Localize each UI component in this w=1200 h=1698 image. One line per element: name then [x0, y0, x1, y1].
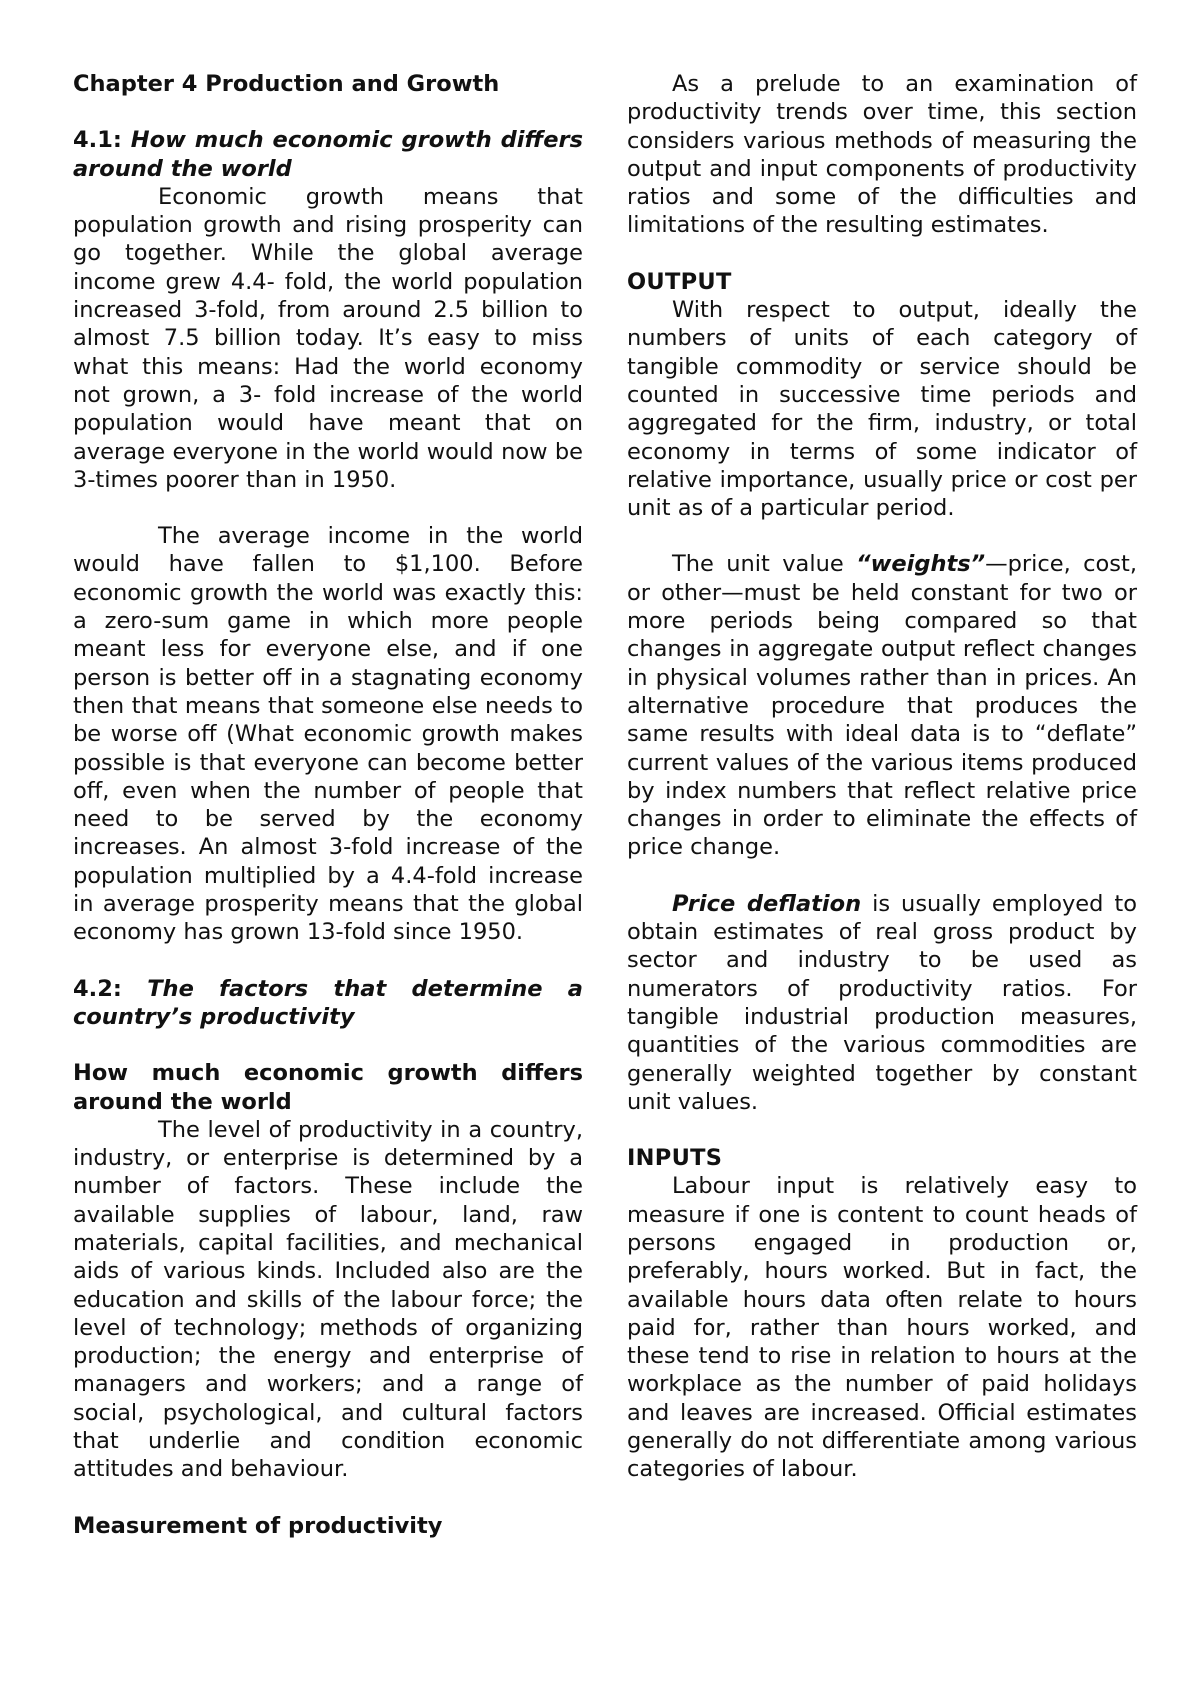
section-4-1-paragraph-1: Economic growth means that population growth and rising prosperity can go together. While the global average income grew 4.4- fold, the world population increased 3-fold, from around 2.5 billion to almost 7.5 billion today. It’s easy to miss what this means: Had the world economy not grown, a 3- fold increase of the world population would have meant that on average everyone in the world would now be 3-times poorer than in 1950.	[73, 183, 583, 493]
measurement-intro: As a prelude to an examination of productivity trends over time, this section considers various methods of measuring the output and input components of productivity ratios and some of the difficulties and limitations of the resulting estimates.	[627, 71, 1137, 239]
section-4-2-number: 4.2:	[73, 975, 122, 1002]
output-paragraph-3	[627, 890, 1137, 1116]
output-paragraph-2	[627, 550, 1137, 861]
output-paragraph-3-rest: is usually employed to obtain estimates of real gross product by sector and industry to be used as numerators of productivity ratios. For tangible industrial production measures, quantities of the various commodities are generally weighted together by constant unit values.	[627, 890, 1137, 1115]
chapter-title: Chapter 4 Production and Growth	[73, 71, 500, 97]
price-deflation-emphasis: Price deflation	[672, 890, 862, 917]
section-4-1-heading	[73, 126, 583, 183]
section-4-2-subheading: How much economic growth differs around the world	[73, 1060, 583, 1115]
section-4-2-paragraph-1: The level of productivity in a country, industry, or enterprise is determined by a number of factors. These include the available supplies of labour, land, raw materials, capital facilities, and mechanical aids of various kinds. Included also are the education and skills of the labour force; the level of technology; methods of organizing production; the energy and enterprise of managers and workers; and a range of social, psychological, and cultural factors that underlie and condition economic attitudes and behaviour.	[73, 1116, 583, 1483]
output-heading: OUTPUT	[627, 268, 732, 295]
section-4-1-title: How much economic growth differs around the world	[73, 127, 583, 182]
section-4-2-heading	[73, 975, 583, 1032]
measurement-heading: Measurement of productivity	[73, 1512, 443, 1539]
inputs-heading: INPUTS	[627, 1145, 723, 1172]
output-paragraph-2-rest: —price, cost, or other—must be held constant for two or more periods being compared so that changes in aggregate output reflect changes in physical volumes rather than in prices. An alternative procedure that produces the same results with ideal data is to “deflate” current values of the various items produced by index numbers that reflect relative price changes in order to eliminate the effects of price change.	[627, 551, 1137, 861]
section-4-2-title: The factors that determine a country’s productivity	[73, 975, 583, 1030]
weights-emphasis: “weights”	[856, 551, 986, 578]
left-column	[73, 70, 583, 1540]
output-paragraph-2-start: The unit value	[672, 551, 857, 578]
right-column	[627, 70, 1137, 1484]
section-4-1-number: 4.1:	[73, 127, 122, 154]
section-4-1-paragraph-2: The average income in the world would have fallen to $1,100. Before economic growth the world was exactly this: a zero-sum game in which more people meant less for everyone else, and if one person is better off in a stagnating economy then that means that someone else needs to be worse off (What economic growth makes possible is that everyone can become better off, even when the number of people that need to be served by the economy increases. An almost 3-fold increase of the population multiplied by a 4.4-fold increase in average prosperity means that the global economy has grown 13-fold since 1950.	[73, 523, 583, 946]
inputs-paragraph-1: Labour input is relatively easy to measure if one is content to count heads of persons engaged in production or, preferably, hours worked. But in fact, the available hours data often relate to hours paid for, rather than hours worked, and these tend to rise in relation to hours at the workplace as the number of paid holidays and leaves are increased. Official estimates generally do not differentiate among various categories of labour.	[627, 1173, 1137, 1483]
output-paragraph-1: With respect to output, ideally the numbers of units of each category of tangible commodity or service should be counted in successive time periods and aggregated for the firm, industry, or total economy in terms of some indicator of relative importance, usually price or cost per unit as of a particular period.	[627, 297, 1137, 522]
